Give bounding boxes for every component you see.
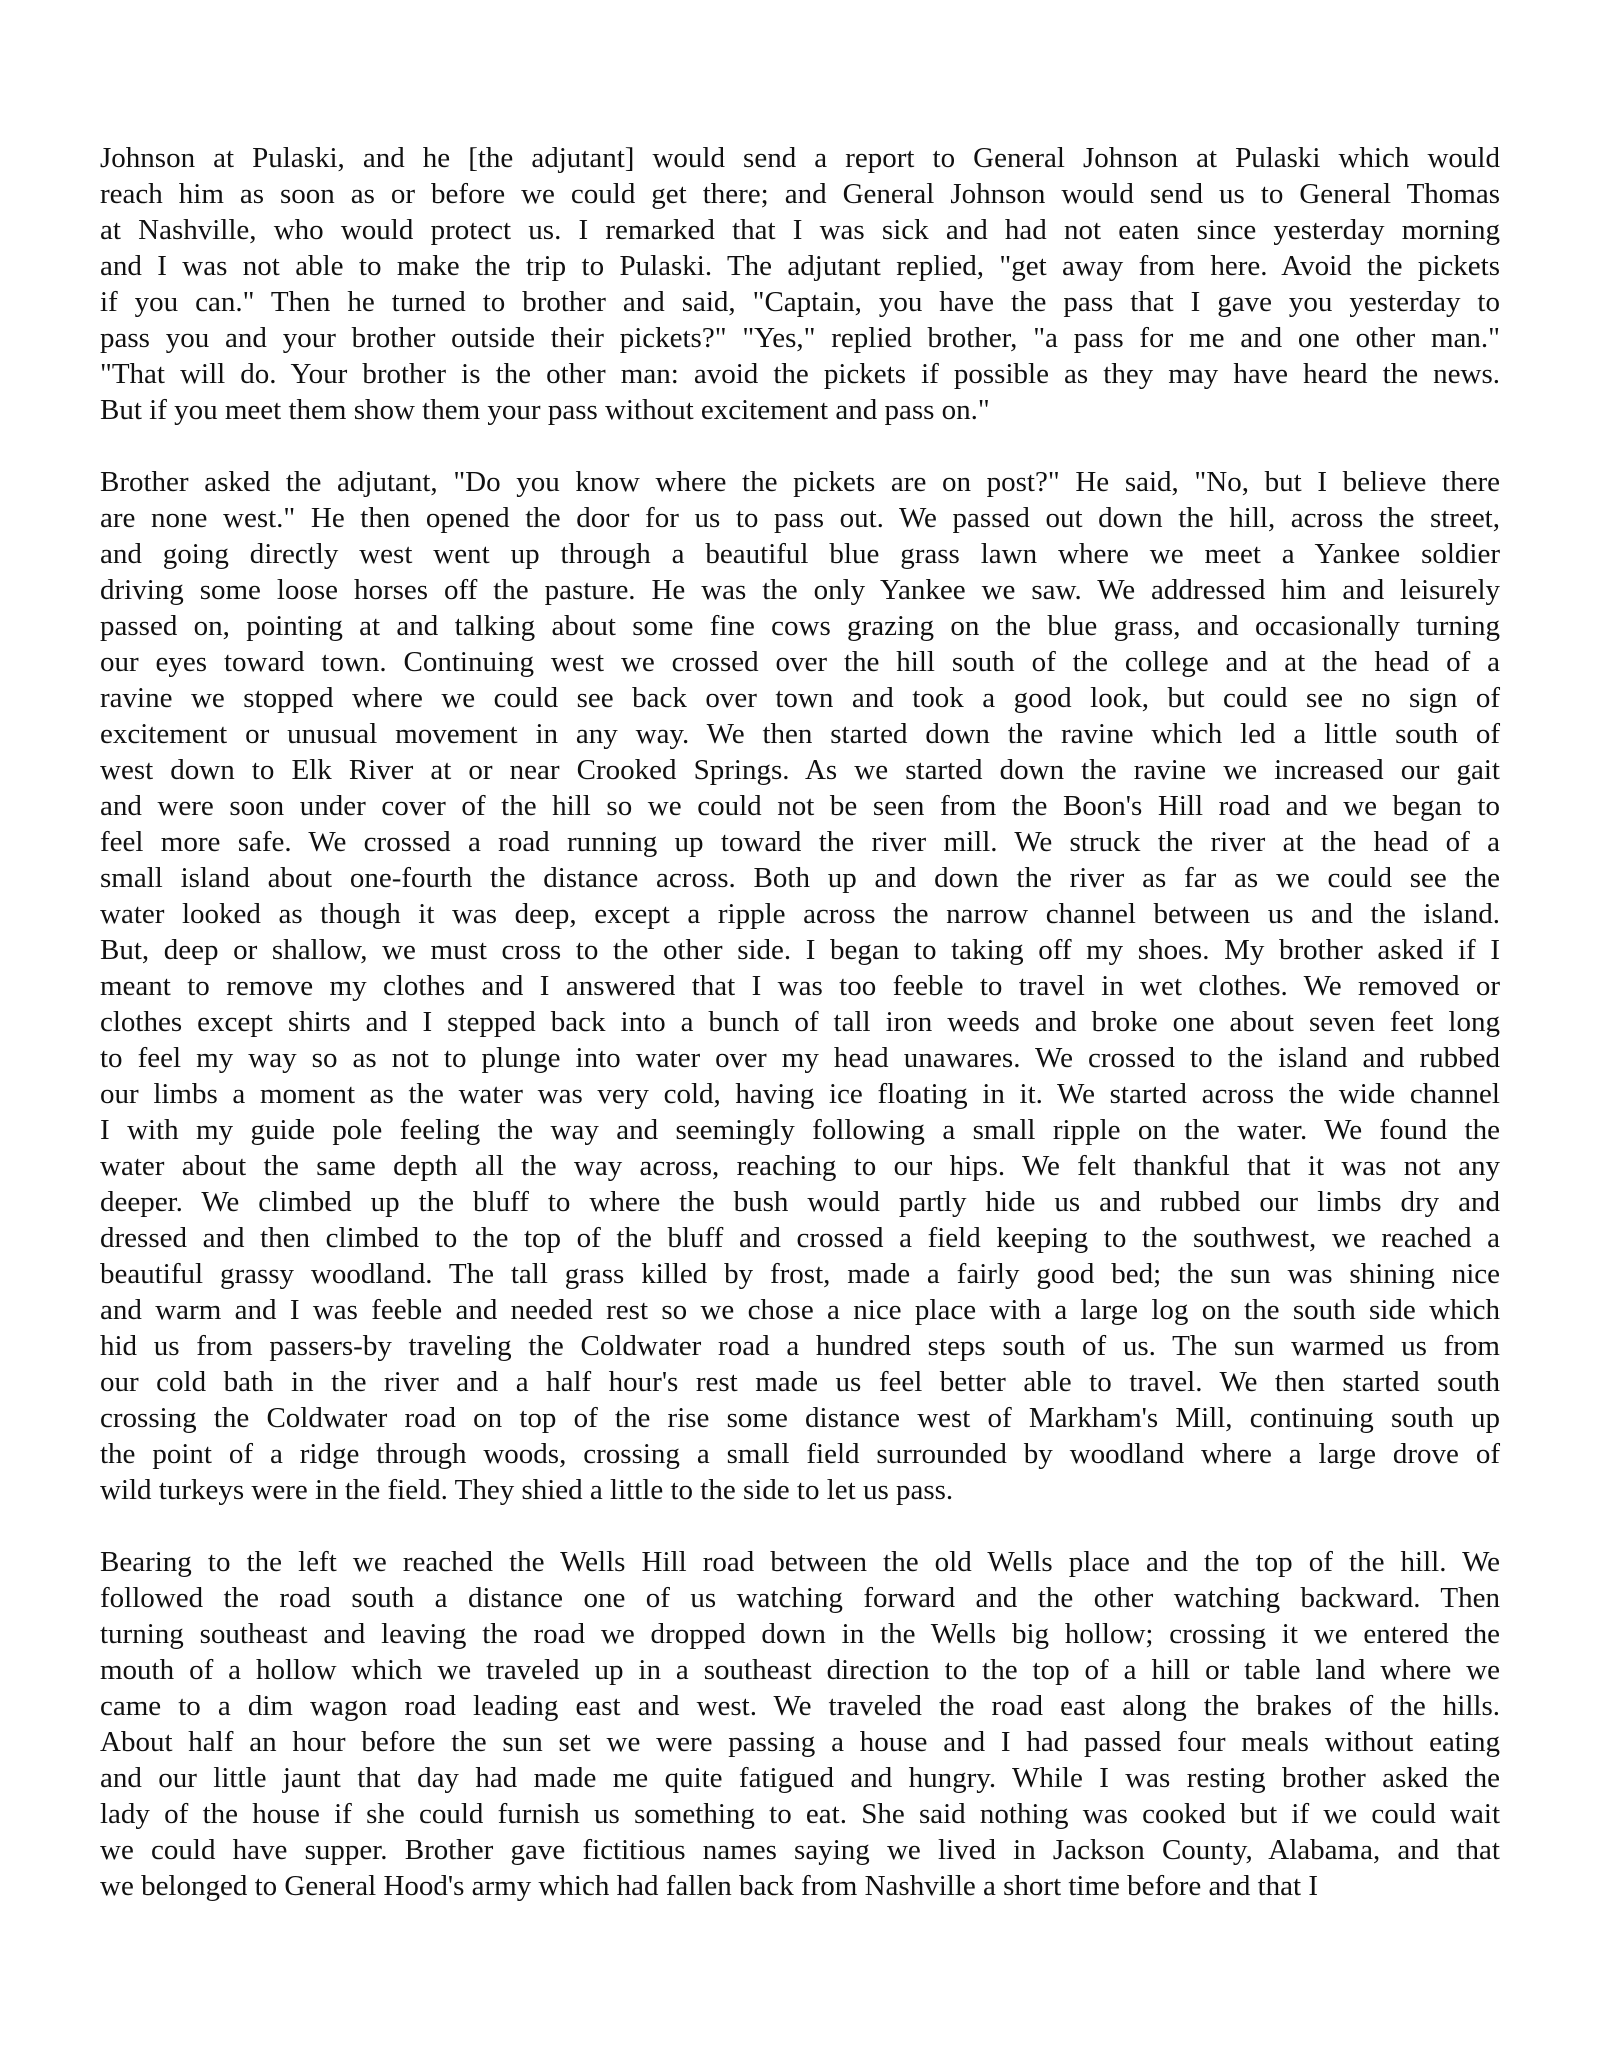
text-line: our limbs a moment as the water was very cold, having ice floating in it. We started across the wide channel <box>100 1078 1500 1110</box>
text-line: our cold bath in the river and a half hour's rest made us feel better able to travel. We then started south <box>100 1366 1500 1398</box>
text-line: and our little jaunt that day had made me quite fatigued and hungry. While I was resting brother asked the <box>100 1762 1500 1794</box>
text-line: feel more safe. We crossed a road running up toward the river mill. We struck the river at the head of a <box>100 826 1500 858</box>
text-line: "That will do. Your brother is the other man: avoid the pickets if possible as they may have heard the news. <box>100 358 1500 390</box>
text-line: at Nashville, who would protect us. I remarked that I was sick and had not eaten since yesterday morning <box>100 214 1500 246</box>
text-line: and warm and I was feeble and needed rest so we chose a nice place with a large log on the south side which <box>100 1294 1500 1326</box>
text-line: clothes except shirts and I stepped back into a bunch of tall iron weeds and broke one about seven feet long <box>100 1006 1500 1038</box>
text-line: Johnson at Pulaski, and he [the adjutant] would send a report to General Johnson at Pulaski which would <box>100 142 1500 174</box>
text-line: pass you and your brother outside their pickets?" "Yes," replied brother, "a pass for me and one other man." <box>100 322 1500 354</box>
text-line: to feel my way so as not to plunge into water over my head unawares. We crossed to the island and rubbed <box>100 1042 1500 1074</box>
text-line: dressed and then climbed to the top of the bluff and crossed a field keeping to the southwest, we reached a <box>100 1222 1500 1254</box>
text-line: our eyes toward town. Continuing west we crossed over the hill south of the college and at the head of a <box>100 646 1500 678</box>
text-line: Brother asked the adjutant, "Do you know where the pickets are on post?" He said, "No, but I believe there <box>100 466 1500 498</box>
text-line: beautiful grassy woodland. The tall grass killed by frost, made a fairly good bed; the sun was shining nice <box>100 1258 1500 1290</box>
text-line: small island about one-fourth the distance across. Both up and down the river as far as we could see the <box>100 862 1500 894</box>
text-line: Bearing to the left we reached the Wells Hill road between the old Wells place and the top of the hill. We <box>100 1546 1500 1578</box>
text-line: west down to Elk River at or near Crooked Springs. As we started down the ravine we increased our gait <box>100 754 1500 786</box>
text-line: water about the same depth all the way across, reaching to our hips. We felt thankful that it was not any <box>100 1150 1500 1182</box>
paragraph <box>100 464 1500 1508</box>
text-line: ravine we stopped where we could see back over town and took a good look, but could see no sign of <box>100 682 1500 714</box>
text-line: mouth of a hollow which we traveled up in a southeast direction to the top of a hill or table land where we <box>100 1654 1500 1686</box>
text-line: passed on, pointing at and talking about some fine cows grazing on the blue grass, and occasionally turning <box>100 610 1500 642</box>
paragraph <box>100 1544 1500 1904</box>
text-line: excitement or unusual movement in any way. We then started down the ravine which led a little south of <box>100 718 1500 750</box>
paragraph <box>100 140 1500 428</box>
text-line: and I was not able to make the trip to Pulaski. The adjutant replied, "get away from here. Avoid the pickets <box>100 250 1500 282</box>
document-text <box>100 140 1500 1904</box>
text-line: are none west." He then opened the door for us to pass out. We passed out down the hill, across the street, <box>100 502 1500 534</box>
text-line: water looked as though it was deep, except a ripple across the narrow channel between us and the island. <box>100 898 1500 930</box>
text-line: came to a dim wagon road leading east and west. We traveled the road east along the brakes of the hills. <box>100 1690 1500 1722</box>
text-line: But, deep or shallow, we must cross to the other side. I began to taking off my shoes. My brother asked if I <box>100 934 1500 966</box>
text-line: turning southeast and leaving the road we dropped down in the Wells big hollow; crossing it we entered the <box>100 1618 1500 1650</box>
text-line: and going directly west went up through a beautiful blue grass lawn where we meet a Yankee soldier <box>100 538 1500 570</box>
text-line: if you can." Then he turned to brother and said, "Captain, you have the pass that I gave you yesterday to <box>100 286 1500 318</box>
text-line: wild turkeys were in the field. They shied a little to the side to let us pass. <box>100 1474 954 1506</box>
text-line: and were soon under cover of the hill so we could not be seen from the Boon's Hill road and we began to <box>100 790 1500 822</box>
text-line: we could have supper. Brother gave fictitious names saying we lived in Jackson County, Alabama, and that <box>100 1834 1500 1866</box>
text-line: the point of a ridge through woods, crossing a small field surrounded by woodland where a large drove of <box>100 1438 1500 1470</box>
text-line: followed the road south a distance one of us watching forward and the other watching backward. Then <box>100 1582 1500 1614</box>
text-line: About half an hour before the sun set we were passing a house and I had passed four meals without eating <box>100 1726 1500 1758</box>
text-line: driving some loose horses off the pasture. He was the only Yankee we saw. We addressed him and leisurely <box>100 574 1500 606</box>
text-line: we belonged to General Hood's army which had fallen back from Nashville a short time before and that I <box>100 1870 1318 1902</box>
text-line: hid us from passers-by traveling the Coldwater road a hundred steps south of us. The sun warmed us from <box>100 1330 1500 1362</box>
text-line: reach him as soon as or before we could get there; and General Johnson would send us to General Thomas <box>100 178 1500 210</box>
text-line: lady of the house if she could furnish us something to eat. She said nothing was cooked but if we could wait <box>100 1798 1500 1830</box>
text-line: deeper. We climbed up the bluff to where the bush would partly hide us and rubbed our limbs dry and <box>100 1186 1500 1218</box>
text-line: I with my guide pole feeling the way and seemingly following a small ripple on the water. We found the <box>100 1114 1500 1146</box>
text-line: meant to remove my clothes and I answered that I was too feeble to travel in wet clothes. We removed or <box>100 970 1500 1002</box>
text-line: But if you meet them show them your pass without excitement and pass on." <box>100 394 990 426</box>
text-line: crossing the Coldwater road on top of the rise some distance west of Markham's Mill, continuing south up <box>100 1402 1500 1434</box>
